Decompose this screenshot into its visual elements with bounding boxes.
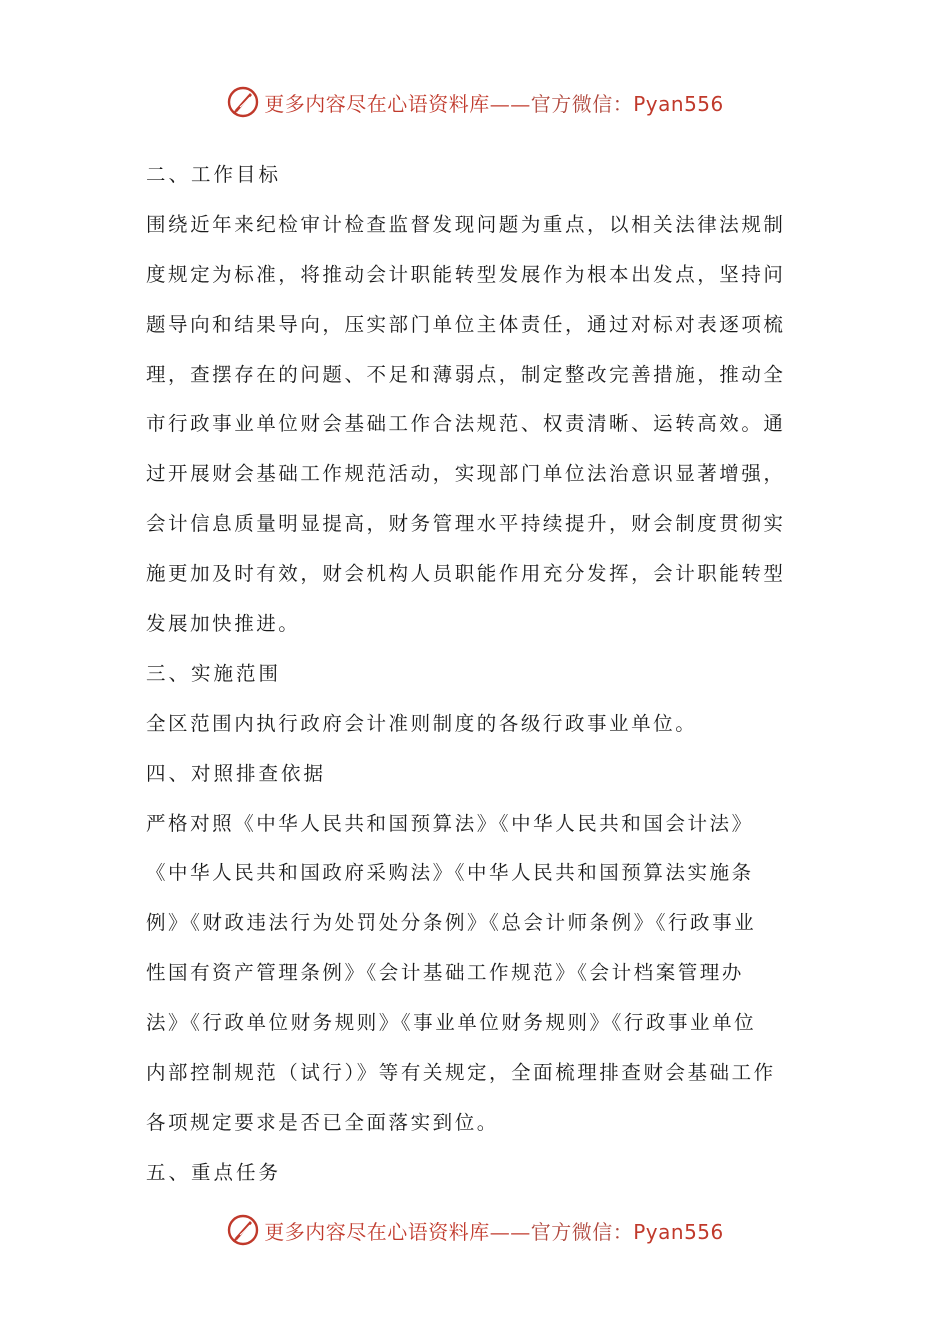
watermark-separator: ——: [489, 1219, 531, 1244]
watermark-text: [264, 88, 724, 117]
watermark-brand: 更多内容尽在心语资料库: [264, 1219, 490, 1244]
quill-pen-circle-icon: [226, 1213, 260, 1247]
paragraph-line: 性国有资产管理条例》《会计基础工作规范》《会计档案管理办: [146, 961, 744, 985]
paragraph-line: 围绕近年来纪检审计检查监督发现问题为重点，以相关法律法规制: [146, 212, 786, 236]
paragraph-line: 内部控制规范（试行）》等有关规定，全面梳理排查财会基础工作: [146, 1061, 776, 1085]
header-watermark-banner: [0, 82, 950, 122]
watermark-wechat-id: Pyan556: [633, 91, 724, 116]
paragraph-line: 《中华人民共和国政府采购法》《中华人民共和国预算法实施条: [146, 861, 754, 885]
paragraph-line: 严格对照《中华人民共和国预算法》《中华人民共和国会计法》: [146, 811, 754, 835]
watermark-wechat-label: 官方微信：: [530, 1219, 634, 1244]
paragraph-line: 度规定为标准，将推动会计职能转型发展作为根本出发点，坚持问: [146, 262, 786, 286]
paragraph-line: 全区范围内执行政府会计准则制度的各级行政事业单位。: [146, 711, 698, 735]
watermark-text: [264, 1216, 724, 1245]
paragraph-line: 理，查摆存在的问题、不足和薄弱点，制定整改完善措施，推动全: [146, 362, 786, 386]
watermark-wechat-id: Pyan556: [633, 1219, 724, 1244]
quill-pen-circle-icon: [226, 85, 260, 119]
section-heading-basis: 四、对照排查依据: [146, 761, 327, 785]
paragraph-line: 会计信息质量明显提高，财务管理水平持续提升，财会制度贯彻实: [146, 512, 786, 536]
paragraph-line: 题导向和结果导向，压实部门单位主体责任，通过对标对表逐项梳: [146, 312, 786, 336]
section-heading-scope: 三、实施范围: [146, 661, 282, 685]
paragraph-line: 各项规定要求是否已全面落实到位。: [146, 1110, 499, 1134]
paragraph-line: 施更加及时有效，财会机构人员职能作用充分发挥，会计职能转型: [146, 562, 786, 586]
watermark-brand: 更多内容尽在心语资料库: [264, 91, 490, 116]
paragraph-line: 例》《财政违法行为处罚处分条例》《总会计师条例》《行政事业: [146, 911, 757, 935]
paragraph-line: 发展加快推进。: [146, 612, 301, 636]
section-heading-goals: 二、工作目标: [146, 163, 282, 186]
document-body: [146, 150, 806, 1198]
watermark-separator: ——: [489, 91, 531, 116]
footer-watermark-banner: [0, 1210, 950, 1250]
paragraph-line: 过开展财会基础工作规范活动，实现部门单位法治意识显著增强，: [146, 462, 786, 486]
section-heading-tasks: 五、重点任务: [146, 1160, 282, 1184]
paragraph-line: 市行政事业单位财会基础工作合法规范、权责清晰、运转高效。通: [146, 412, 786, 436]
watermark-wechat-label: 官方微信：: [530, 91, 634, 116]
paragraph-line: 法》《行政单位财务规则》《事业单位财务规则》《行政事业单位: [146, 1011, 757, 1035]
